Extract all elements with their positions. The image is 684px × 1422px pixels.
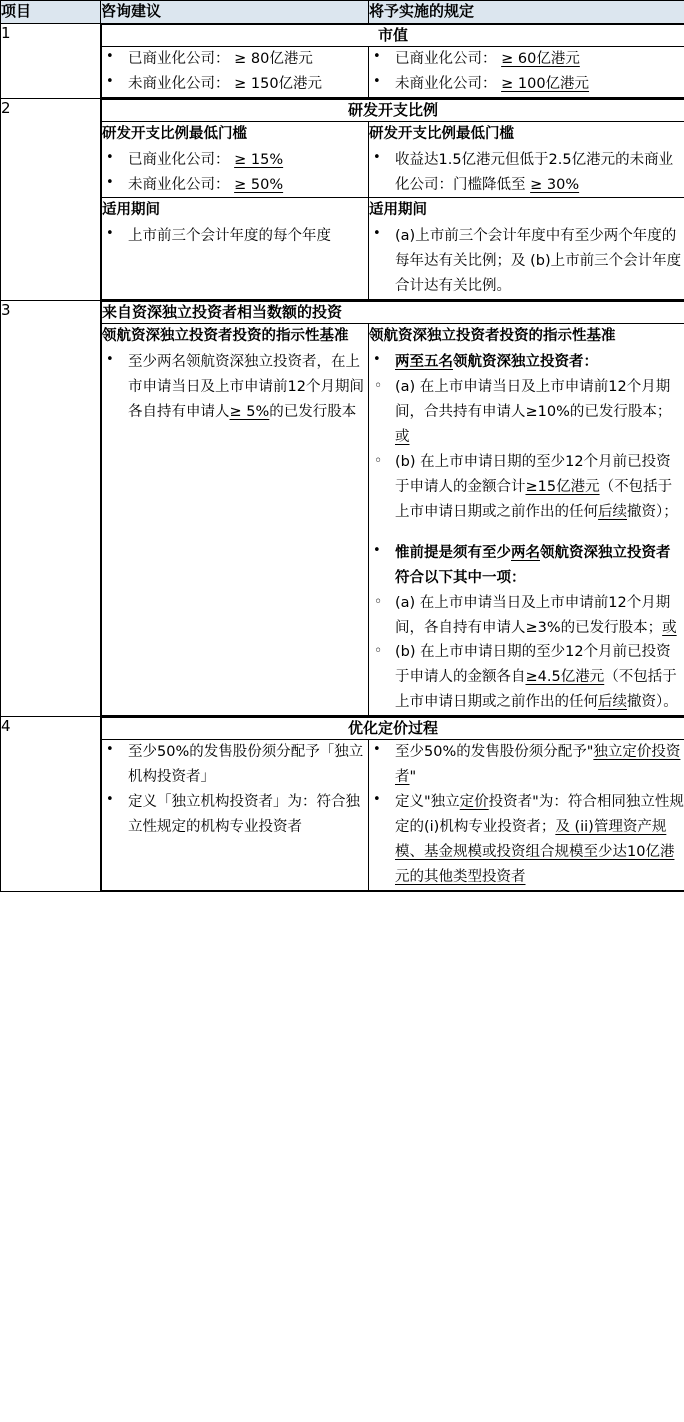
text-run: " [409,769,417,786]
list-item [369,224,684,299]
section-title-row [102,718,684,740]
list-item [102,790,368,840]
column-header-consultation: 咨询建议 [101,1,369,24]
bullet-list [102,148,368,198]
text-run: 后续 [598,694,627,711]
table-row [1,717,684,892]
cell-consultation [102,121,369,198]
list-item [369,790,684,890]
text-run: 收益达1.5亿港元但低于2.5亿港元的未商业化公司：门槛降低至 [395,151,674,193]
list-item [369,450,684,525]
list-item [369,640,684,715]
cell-implementation [369,46,684,97]
section-block [102,740,684,891]
list-item [102,148,368,173]
cell-consultation [102,46,369,97]
text-run: (a) 在上市申请当日及上市申请前12个月期间，各自持有申请人≥3%的已发行股本； [395,594,671,636]
table-body [1,23,684,891]
section-table [101,99,684,301]
section-title-row [102,24,684,46]
section-table [101,717,684,891]
bullet-list [369,148,684,198]
text-run: 定义"独立 [395,794,460,811]
bullet-list [369,224,684,299]
list-item [369,148,684,198]
cell-consultation [102,324,369,716]
cell-consultation [102,198,369,300]
sub-heading: 适用期间 [102,202,160,219]
list-item [102,173,368,198]
text-run: 领航资深独立投资者： [453,354,598,371]
table-row [1,301,684,717]
column-header-implementation: 将予实施的规定 [369,1,684,24]
section-table [101,301,684,716]
bullet-list [102,350,368,425]
cell-implementation [369,324,684,716]
item-number: 2 [1,98,101,301]
text-run: 定价 [459,794,489,811]
section-block [102,324,684,716]
text-run: 及 (ii)管理资产规模、基金规模或投资组合规模至少达10亿港元的其他类型投资者 [395,819,675,885]
sub-heading: 研发开支比例最低门槛 [369,125,514,142]
section-content [101,301,684,717]
text-run: ≥4.5亿港元 [525,669,605,686]
section-title-row [102,302,684,324]
text-run: 上市前三个会计年度的每个年度 [128,228,331,245]
text-run: 或 [662,619,677,636]
text-run: 未商业化公司： [128,176,235,193]
section-content [101,23,684,98]
text-run: 后续 [598,503,627,520]
item-number: 3 [1,301,101,717]
cell-implementation [369,121,684,198]
text-run: 至少50%的发售股份须分配予" [395,744,594,761]
list-item [102,47,368,72]
text-run: (a) 在上市申请当日及上市申请前12个月期间，合共持有申请人≥10%的已发行股本； [395,379,672,420]
text-run: (a)上市前三个会计年度中有至少两个年度的每年达有关比例；及 (b)上市前三个会计年度合计达有关比例。 [395,228,682,295]
section-title: 研发开支比例 [102,99,684,121]
list-item [369,591,684,641]
section-content [101,98,684,301]
cell-implementation [369,198,684,300]
sub-heading: 领航资深独立投资者投资的指示性基准 [369,328,616,345]
text-run: 至少两名领航资深独立投资者，在上市申请当日及上市申请前12个月期间各自持有申请人 [128,354,364,420]
bullet-list [102,740,368,840]
text-run: 撤资）； [627,503,678,520]
text-run: ≥ 100亿港元 [501,75,590,92]
item-number: 4 [1,717,101,892]
text-run: 已商业化公司： ≥ 80亿港元 [128,50,313,67]
text-run: ≥ 50% [234,176,284,193]
bullet-list [369,350,684,715]
text-run: ≥ 15% [234,151,284,168]
text-run: ≥ 30% [530,176,580,193]
table-header-row [1,1,684,24]
cell-consultation [102,740,369,891]
list-item [369,740,684,790]
text-run: 独立定价投资者 [395,744,681,786]
text-run: 未商业化公司： ≥ 150亿港元 [128,75,323,92]
list-item [369,350,684,375]
text-run: 至少50%的发售股份须分配予「独立机构投资者」 [128,744,364,786]
table-row [1,23,684,98]
bullet-list [369,740,684,890]
cell-implementation [369,740,684,891]
text-run: (b) 在上市申请日期的至少12个月前已投资于申请人的金额合计 [395,453,671,495]
section-block [102,198,684,300]
sub-heading: 领航资深独立投资者投资的指示性基准 [102,328,349,345]
section-title: 来自资深独立投资者相当数额的投资 [102,302,684,324]
text-run: 两名 [511,544,540,561]
sub-heading: 适用期间 [369,202,427,219]
section-block [102,121,684,198]
text-run: 已商业化公司： [128,151,235,168]
list-item [369,47,684,72]
column-header-item: 项目 [1,1,101,24]
text-run: 惟前提是须有至少 [395,544,511,561]
section-table [101,24,684,98]
text-run: 或 [395,428,410,445]
section-content [101,717,684,892]
list-item [369,375,684,450]
text-run: （不包括于上市申请日期或之前作出的任何 [395,669,677,711]
section-block [102,46,684,97]
text-run: 已商业化公司： [395,50,502,67]
list-item [102,350,368,425]
list-item [369,541,684,591]
section-title-row [102,99,684,121]
list-spacer [369,525,684,541]
text-run: ≥ 5% [229,404,270,420]
text-run: ≥15亿港元 [525,478,600,495]
list-item [369,72,684,97]
text-run: 的已发行股本 [269,404,357,420]
sub-heading: 研发开支比例最低门槛 [102,125,247,142]
text-run: 两至五名 [395,354,453,371]
bullet-list [102,224,368,249]
text-run: 领航资深独立投资者符合以下其中一项： [395,544,671,586]
bullet-list [102,47,368,97]
section-title: 市值 [102,24,684,46]
list-item [102,224,368,249]
text-run: 撤资）。 [627,694,678,711]
bullet-list [369,47,684,97]
item-number: 1 [1,23,101,98]
text-run: （不包括于上市申请日期或之前作出的任何 [395,478,673,520]
text-run: 投资者"为：符合相同独立性规定的(i)机构专业投资者； [395,794,684,836]
text-run: 定义「独立机构投资者」为：符合独立性规定的机构专业投资者 [128,794,360,836]
text-run: 未商业化公司： [395,75,502,92]
text-run: ≥ 60亿港元 [501,50,580,67]
table-row [1,98,684,301]
text-run: (b) 在上市申请日期的至少12个月前已投资于申请人的金额各自 [395,644,671,686]
list-item [102,740,368,790]
list-item [102,72,368,97]
section-title: 优化定价过程 [102,718,684,740]
